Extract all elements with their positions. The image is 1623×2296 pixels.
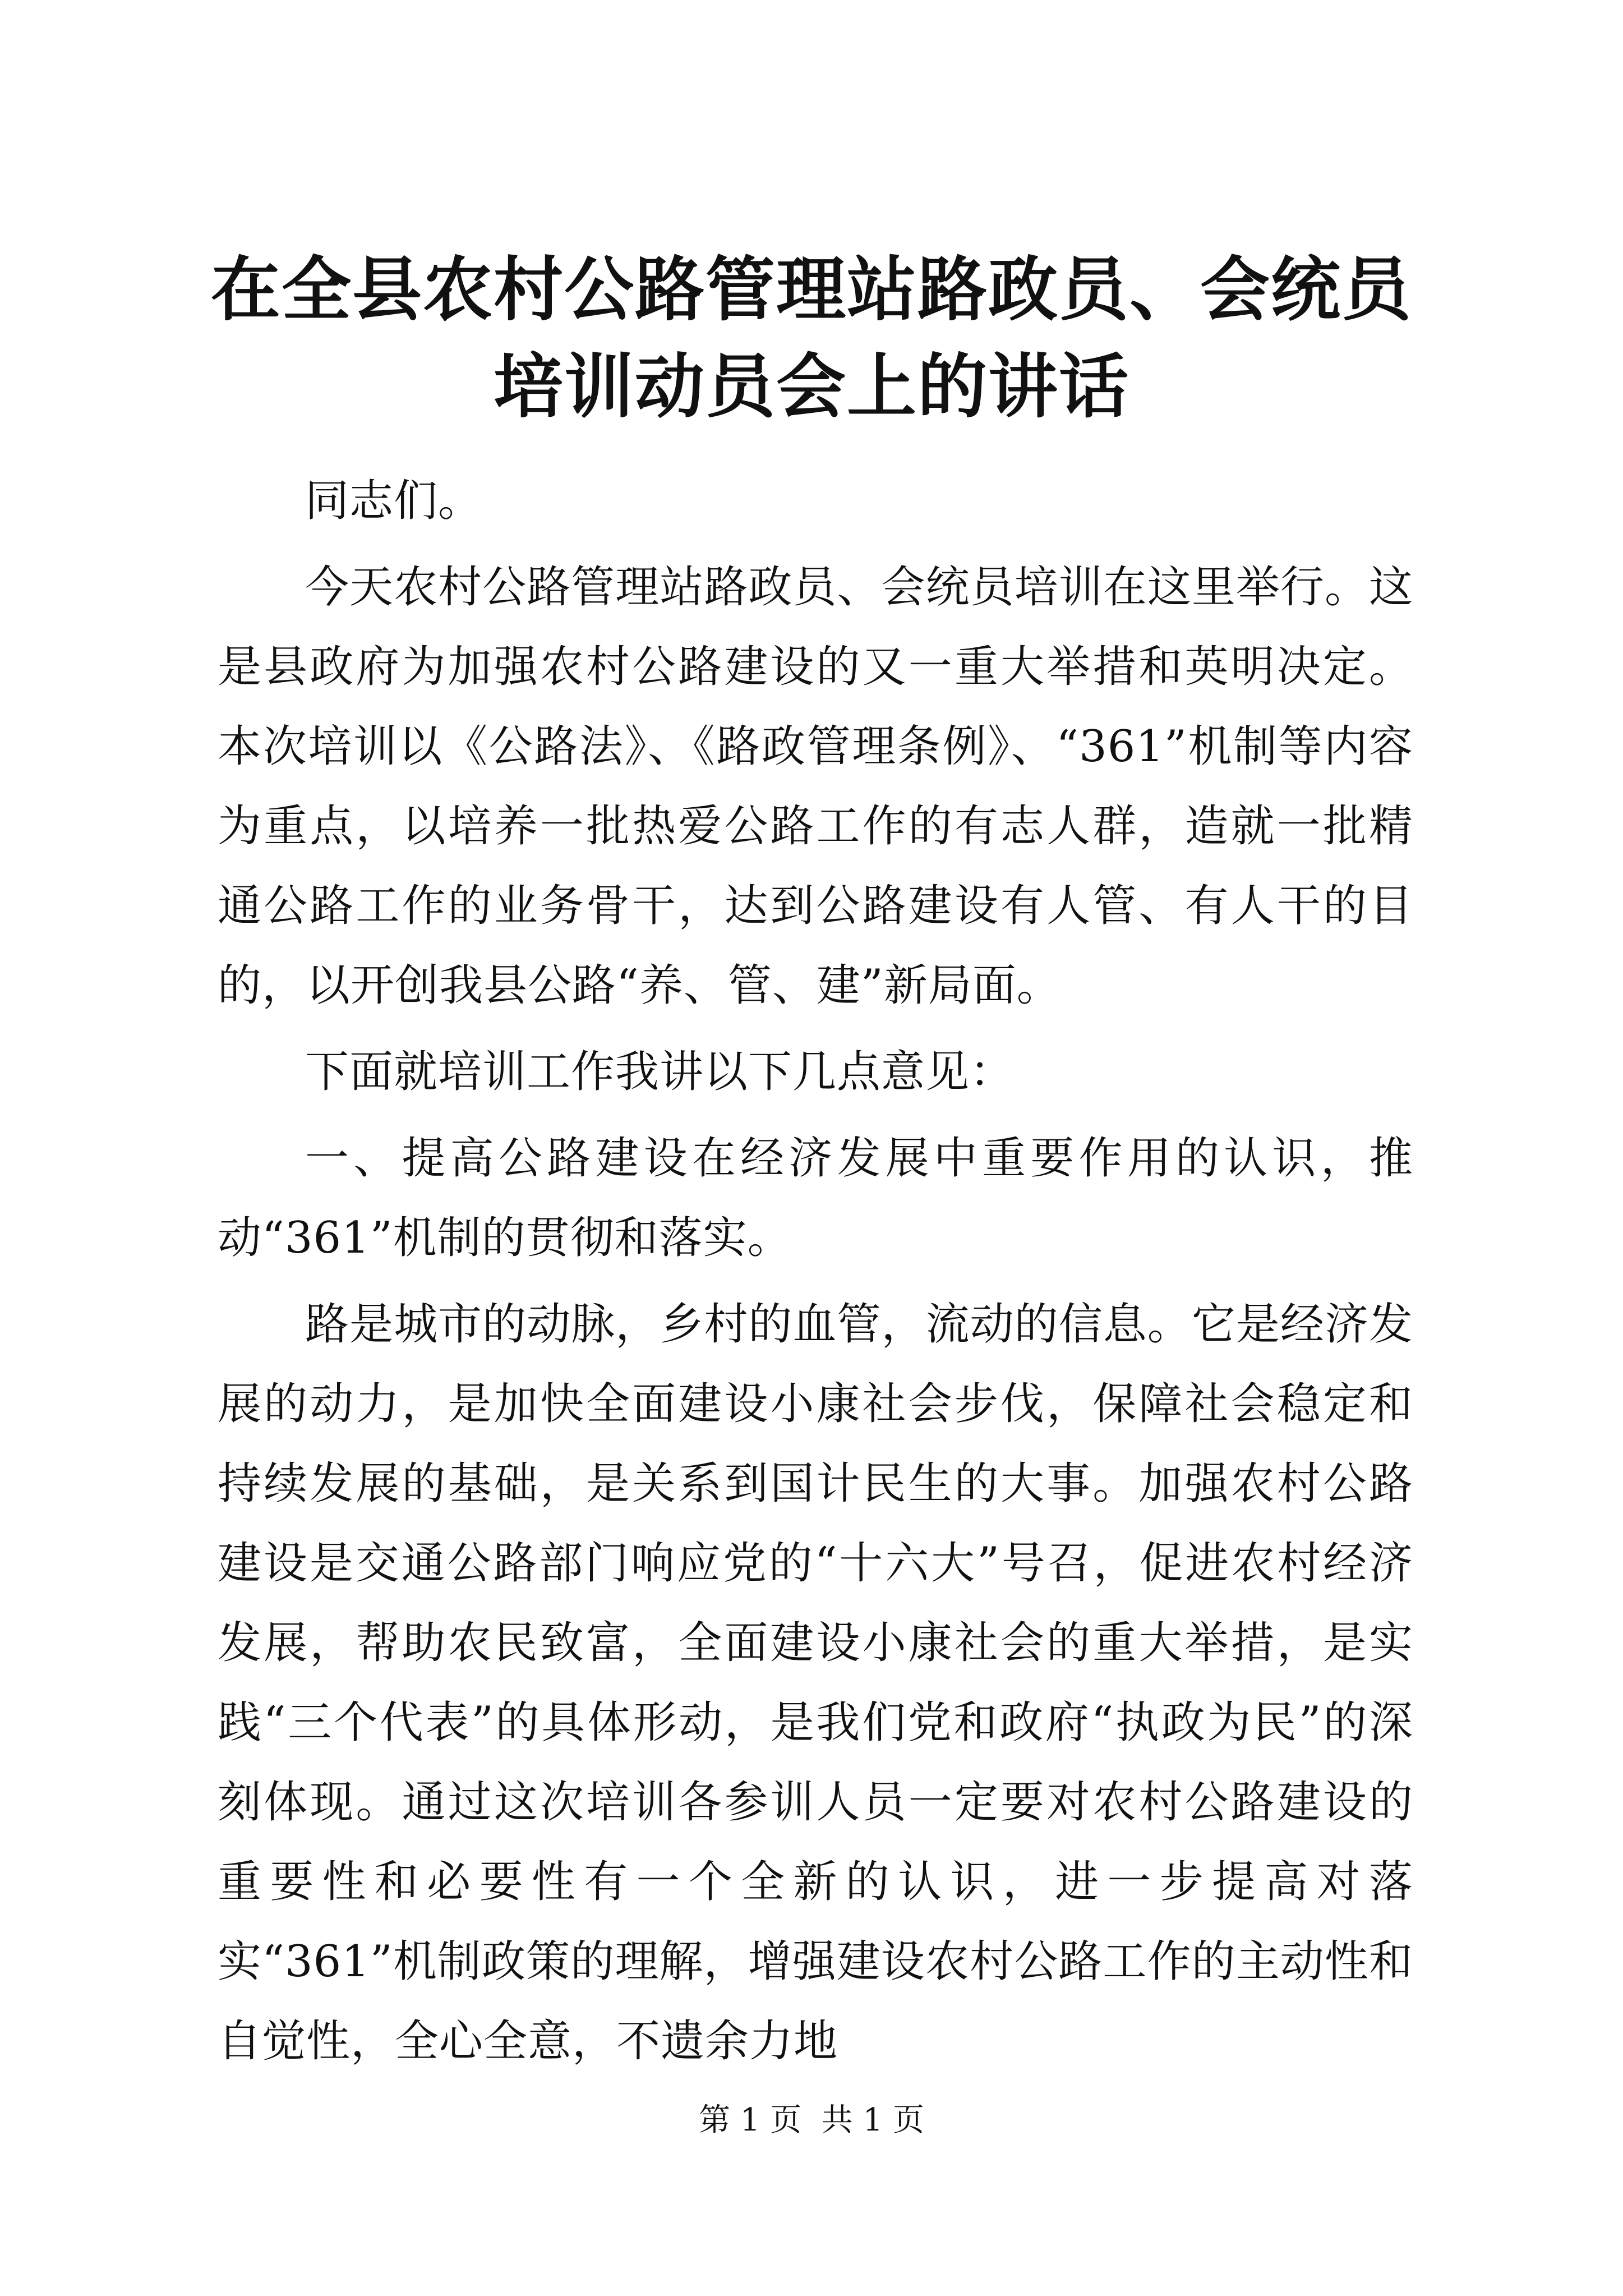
paragraph-greeting: 同志们。 [305,476,483,526]
paragraph-section-one-body: 路是城市的动脉，乡村的血管，流动的信息。它是经济发展的动力，是加快全面建设小康社会步伐，保障社会稳定和持续发展的基础，是关系到国计民生的大事。加强农村公路建设是交通公路部门响应党的“十六大”号召，促进农村经济发展，帮助农民致富，全面建设小康社会的重大举措，是实践“三个代表”的具体形动，是我们党和政府“执政为民”的深刻体现。通过这次培训各参训人员一定要对农村公路建设的重要性和必要性有一个全新的认识，进一步提高对落实“361”机制政策的理解，增强建设农村公路工作的主动性和自觉性，全心全意，不遗余力地 [218,1299,1413,2067]
page-footer: 第 1 页 共 1 页 [698,2102,925,2138]
paragraph-opinions-intro: 下面就培训工作我讲以下几点意见： [305,1047,1015,1097]
paragraph-introduction: 今天农村公路管理站路政员、会统员培训在这里举行。这是县政府为加强农村公路建设的又一重大举措和英明决定。本次培训以《公路法》、《路政管理条例》、“361”机制等内容为重点，以培养一批热爱公路工作的有志人群，造就一批精通公路工作的业务骨干，达到公路建设有人管、有人干的目的，以开创我县公路“养、管、建”新局面。 [218,562,1413,1011]
document-body [218,461,1413,2088]
paragraph-section-one-heading: 一、提高公路建设在经济发展中重要作用的认识，推动“361”机制的贯彻和落实。 [218,1133,1413,1263]
document-title: 在全县农村公路管理站路政员、会统员培训动员会上的讲话 [210,249,1412,427]
